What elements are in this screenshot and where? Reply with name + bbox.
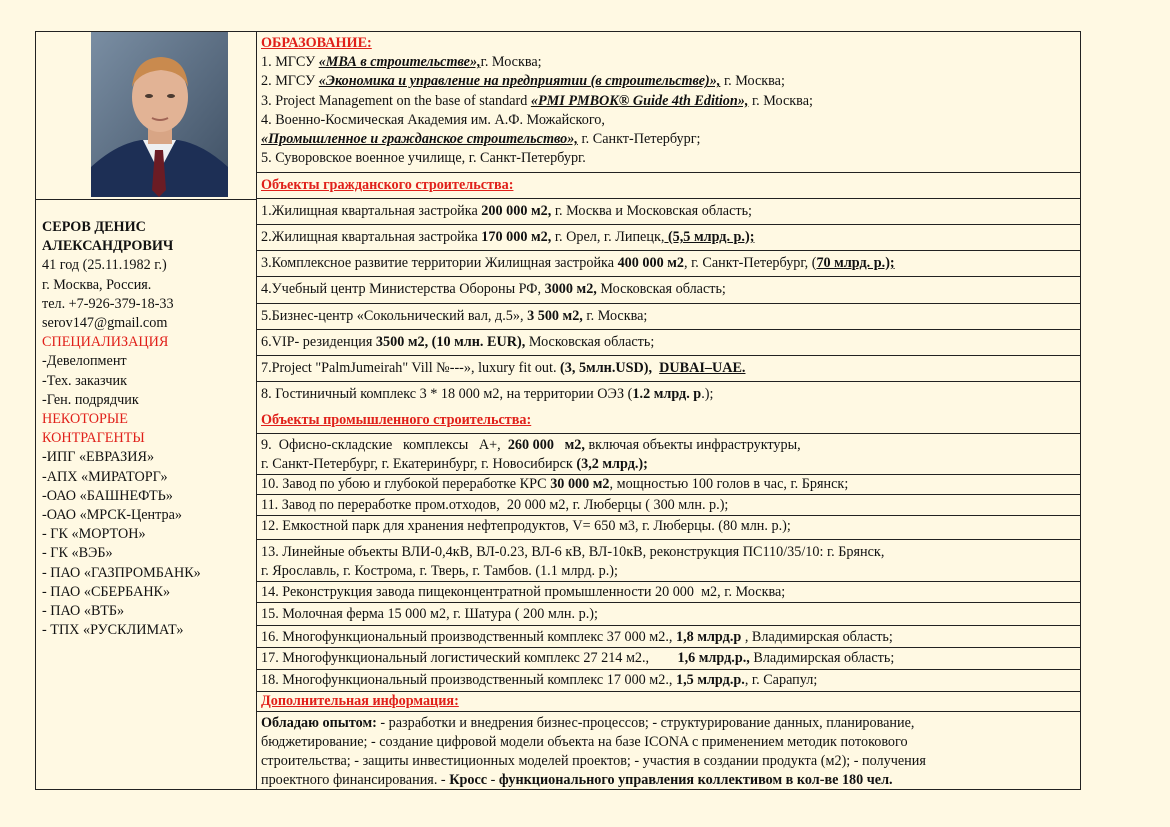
contractor-item: - ТПХ «РУСКЛИМАТ» [42,622,184,639]
contractor-item: -ОАО «БАШНЕФТЬ» [42,487,173,504]
specialization-item: -Девелопмент [42,353,127,370]
education-title: ОБРАЗОВАНИЕ: [261,35,372,51]
civil-item-1: 1.Жилищная квартальная застройка 200 000 м2, г. Москва и Московская область; [257,199,1080,225]
industrial-item-16: 16. Многофункциональный производственный комплекс 37 000 м2., 1,8 млрд.р , Владимирская область; [257,626,1080,648]
name-line-2: АЛЕКСАНДРОВИЧ [42,238,174,255]
left-divider [36,199,256,200]
education-item: 4. Военно-Космическая Академия им. А.Ф. Можайского, [261,111,605,128]
industrial-title-row [257,408,1080,434]
profile-photo [91,32,228,197]
education-item: 2. МГСУ «Экономика и управление на предприятии (в строительстве)», г. Москва; [261,73,785,90]
additional-info: Обладаю опытом: - разработки и внедрения бизнес-процессов; - структурирование данных, планирование, бюджетирование; - создание цифровой модели объекта на базе ICONA с применением методик потокового строительства; - защиты инвестиционных моделей проектов; - участия в создании продукта (м2); - получения проектного финансирования. - Кросс - функционального управления коллективом в кол-ве 180 чел. [261,715,926,788]
industrial-item-9: 9. Офисно-складские комплексы А+, 260 000 м2, включая объекты инфраструктуры, г. Санкт-Петербург, г. Екатеринбург, г. Новосибирск (3,2 млрд.); [257,434,1080,475]
right-column [257,32,1080,789]
civil-item-8: 8. Гостиничный комплекс 3 * 18 000 м2, на территории ОЭЗ (1.2 млрд. р.); [261,386,714,402]
additional-title: Дополнительная информация: [261,693,459,709]
education-item: 5. Суворовское военное училище, г. Санкт-Петербург. [261,150,586,167]
contractors-title-2: КОНТРАГЕНТЫ [42,430,145,447]
personal-info [42,218,254,640]
contractor-item: - ПАО «СБЕРБАНК» [42,583,171,600]
contractors-title-1: НЕКОТОРЫЕ [42,411,128,428]
industrial-item-14: 14. Реконструкция завода пищеконцентратной промышленности 20 000 м2, г. Москва; [257,582,1080,603]
education-item: 1. МГСУ «МВА в строительстве»,г. Москва; [261,54,542,71]
city: г. Москва, Россия. [42,276,152,293]
industrial-item-12: 12. Емкостной парк для хранения нефтепродуктов, V= 650 м3, г. Люберцы. (80 млн. р.); [257,516,1080,540]
civil-item-7: 7.Project "PalmJumeirah" Vill №---», luxury fit out. (3, 5млн.USD), DUBAI–UAE. [257,356,1080,382]
contractor-item: - ГК «МОРТОН» [42,526,146,543]
contractor-item: - ГК «ВЭБ» [42,545,113,562]
left-column [36,32,257,789]
email: serov147@gmail.com [42,315,168,332]
contractor-item: - ПАО «ГАЗПРОМБАНК» [42,564,201,581]
education-section [257,32,1080,173]
phone: тел. +7-926-379-18-33 [42,295,174,312]
civil-title-row [257,173,1080,199]
civil-item-3: 3.Комплексное развитие территории Жилищная застройка 400 000 м2, г. Санкт-Петербург, (70 млрд. р.); [257,251,1080,277]
civil-item-2: 2.Жилищная квартальная застройка 170 000 м2, г. Орел, г. Липецк, (5,5 млрд. р.); [257,225,1080,251]
contractor-item: -ИПГ «ЕВРАЗИЯ» [42,449,155,466]
civil-item-6: 6.VIP- резиденция 3500 м2, (10 млн. EUR), Московская область; [257,330,1080,356]
civil-item-4: 4.Учебный центр Министерства Обороны РФ, 3000 м2, Московская область; [257,277,1080,304]
civil-title: Объекты гражданского строительства: [261,177,514,193]
education-item: 3. Project Management on the base of standard «PMI PMBOK® Guide 4th Edition», г. Москва; [261,92,813,109]
industrial-item-17: 17. Многофункциональный логистический комплекс 27 214 м2., 1,6 млрд.р., Владимирская область; [257,648,1080,670]
industrial-item-13: 13. Линейные объекты ВЛИ-0,4кВ, ВЛ-0.23, ВЛ-6 кВ, ВЛ-10кВ, реконструкция ПС110/35/10: г. Брянск, г. Ярославль, г. Кострома, г. Тверь, г. Тамбов. (1.1 млрд. р.); [257,540,1080,582]
specialization-item: -Тех. заказчик [42,372,127,389]
additional-title-row [257,692,1080,712]
specialization-title: СПЕЦИАЛИЗАЦИЯ [42,334,169,351]
specialization-item: -Ген. подрядчик [42,391,139,408]
contractor-item: -ОАО «МРСК-Центра» [42,507,183,524]
industrial-item-15: 15. Молочная ферма 15 000 м2, г. Шатура ( 200 млн. р.); [257,603,1080,626]
age: 41 год (25.11.1982 г.) [42,257,167,274]
industrial-item-11: 11. Завод по переработке пром.отходов, 20 000 м2, г. Люберцы ( 300 млн. р.); [257,495,1080,516]
education-item: «Промышленное и гражданское строительство», г. Санкт-Петербург; [261,131,701,148]
name-line-1: СЕРОВ ДЕНИС [42,219,146,235]
contractor-item: -АПХ «МИРАТОРГ» [42,468,168,485]
industrial-title: Объекты промышленного строительства: [261,412,532,428]
portrait-image [91,32,228,197]
civil-item-5: 5.Бизнес-центр «Сокольнический вал, д.5», 3 500 м2, г. Москва; [257,304,1080,330]
contractor-item: - ПАО «ВТБ» [42,603,125,620]
industrial-item-10: 10. Завод по убою и глубокой переработке КРС 30 000 м2, мощностью 100 голов в час, г. Брянск; [257,475,1080,495]
industrial-item-18: 18. Многофункциональный производственный комплекс 17 000 м2., 1,5 млрд.р., г. Сарапул; [257,670,1080,692]
resume-table [35,31,1081,790]
